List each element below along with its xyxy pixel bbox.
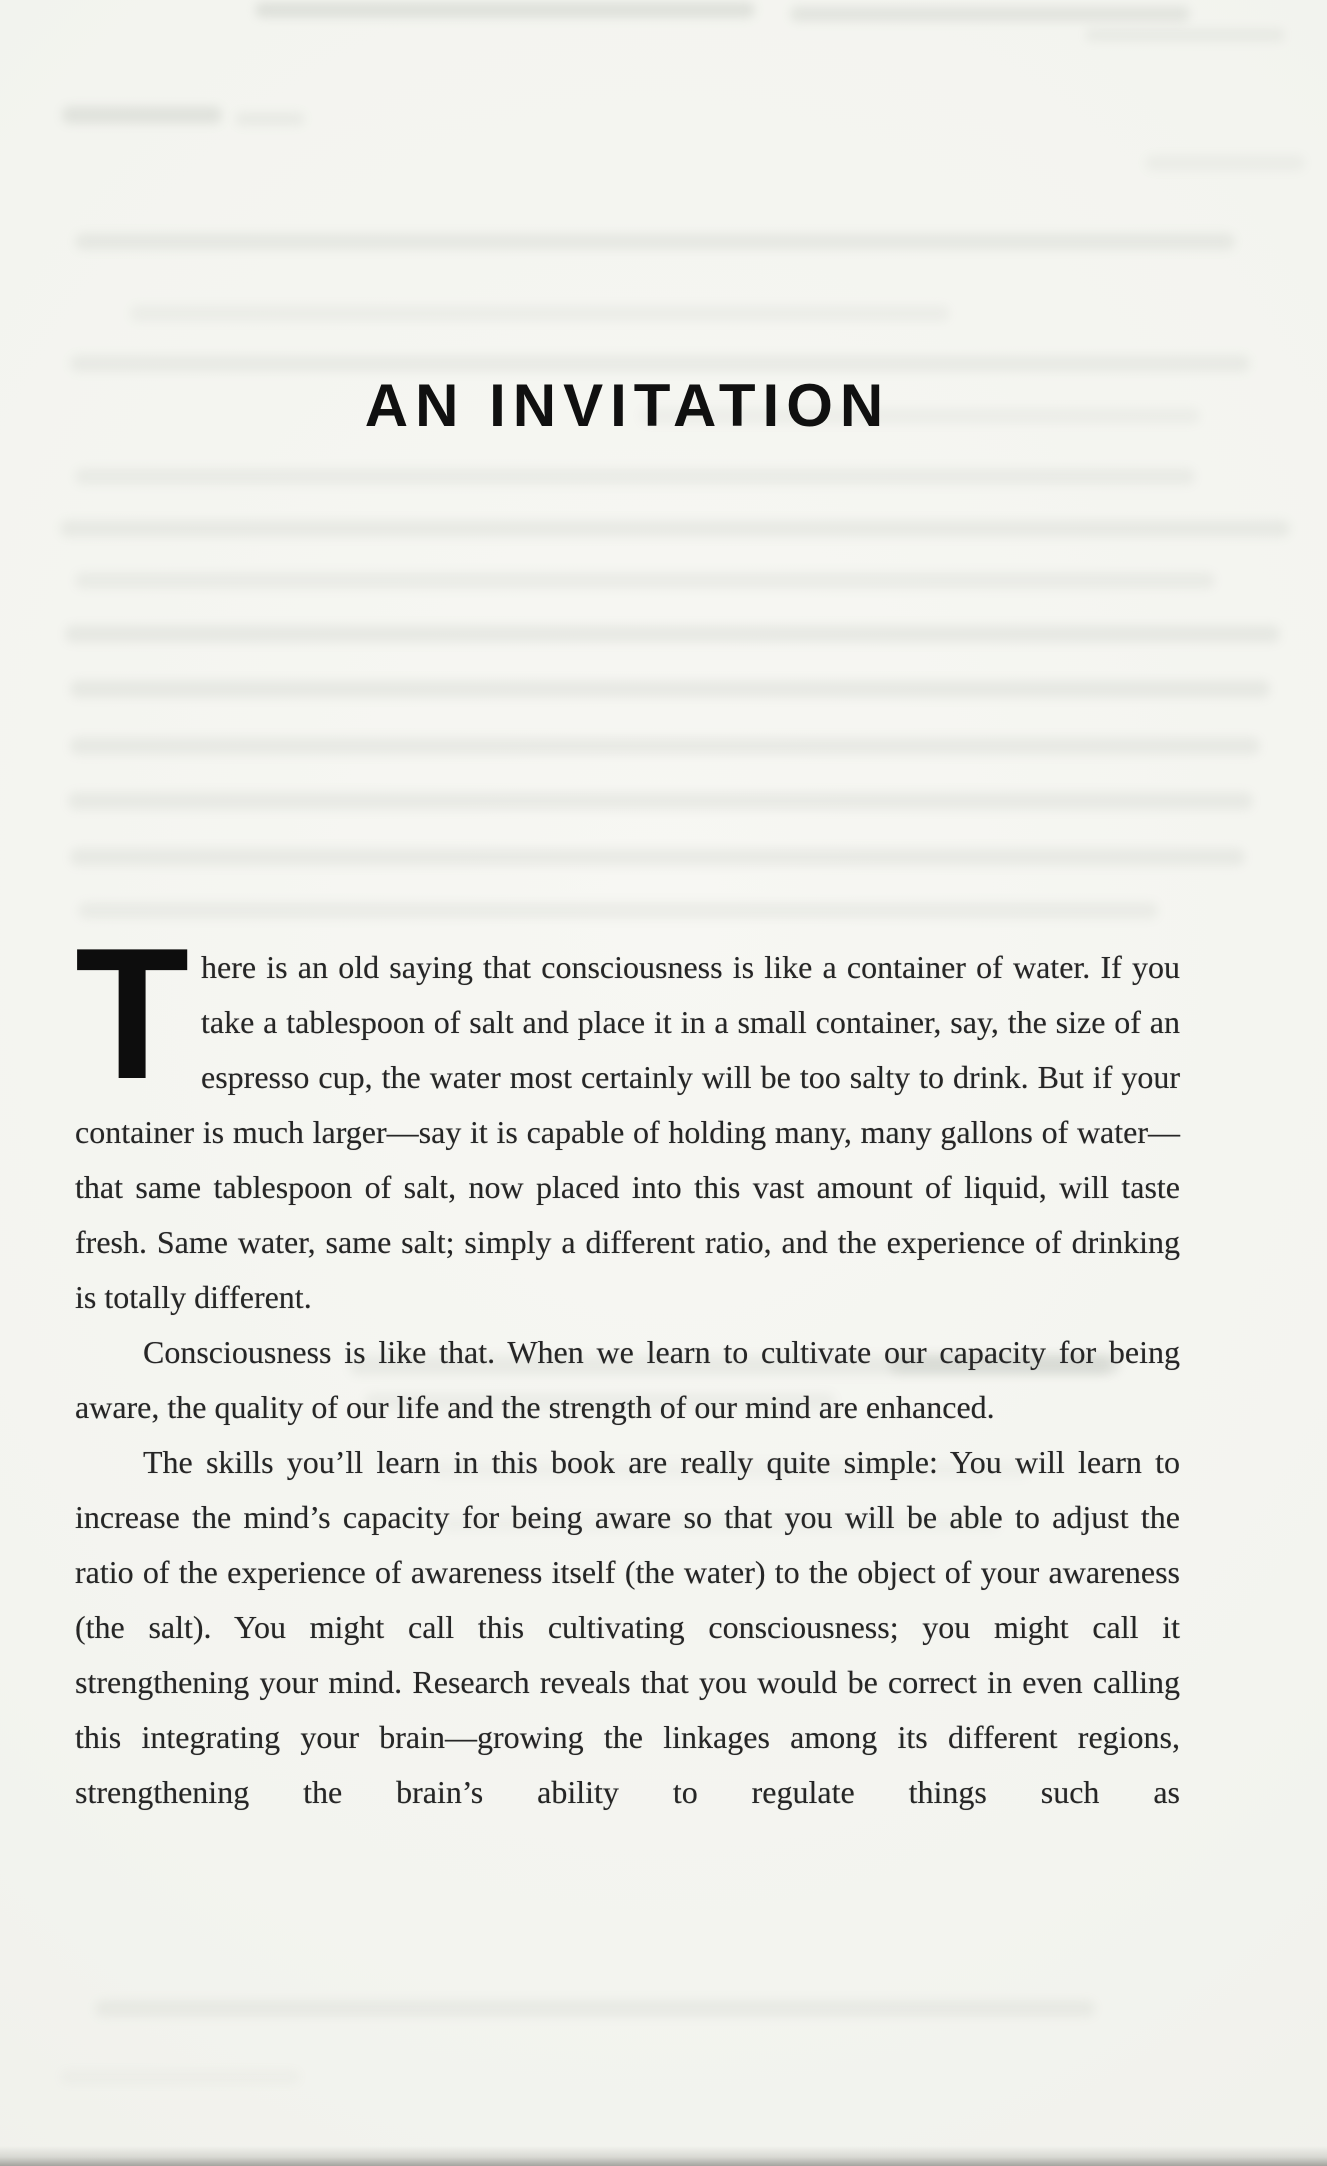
paragraph [75,909,1180,1325]
bleed-through-line [1145,155,1305,171]
drop-cap-letter: T [75,909,190,1118]
bleed-through-line [70,355,1250,372]
bleed-through-line [255,2,755,18]
bleed-through-line [60,520,1290,537]
bleed-through-line [75,572,1215,589]
bleed-through-line [130,305,950,322]
bleed-through-line [75,468,1195,485]
bleed-through-line [65,625,1280,643]
bleed-through-line [1085,28,1285,42]
bleed-through-line [70,680,1270,698]
bleed-through-line [78,902,1158,919]
bleed-through-line [70,737,1260,755]
paragraph: The skills you’ll learn in this book are really quite simple: You will learn to increase the mind’s capacity for being aware so that you will be able to adjust the ratio of the experience of awareness itself (the water) to the object of your awareness (the salt). You might call this cultivating consciousness; you might call it strengthening your mind. Research reveals that you would be correct in even calling this integrating your brain—growing the linkages among its different regions, strengthening the brain’s ability to regulate things such as [75,1444,1180,1810]
bleed-through-line [68,792,1253,810]
page-edge-shadow [0,2146,1327,2166]
bleed-through-line [62,106,222,124]
bleed-through-line [95,2000,1095,2017]
chapter-title: AN INVITATION [364,372,891,439]
bleed-through-line [75,233,1235,250]
body-text [75,909,1180,1820]
paragraph-text: here is an old saying that consciousness is like a container of water. If you take a tablespoon of salt and place it in a small container, say, the size of an espresso cup, the water most certainly will be too salty to drink. But if your container is much larger—say it is capable of holding many, many gallons of water—that same tablespoon of salt, now placed into this vast amount of liquid, will taste fresh. Same water, same salt; simply a different ratio, and the experience of drinking is totally different. [75,949,1180,1315]
bleed-through-line [70,848,1245,866]
bleed-through-line [235,112,305,126]
paragraph: Consciousness is like that. When we learn to cultivate our capacity for being aware, the quality of our life and the strength of our mind are enhanced. [75,1334,1180,1425]
bleed-through-line [790,6,1190,22]
bleed-through-line [60,2070,300,2084]
